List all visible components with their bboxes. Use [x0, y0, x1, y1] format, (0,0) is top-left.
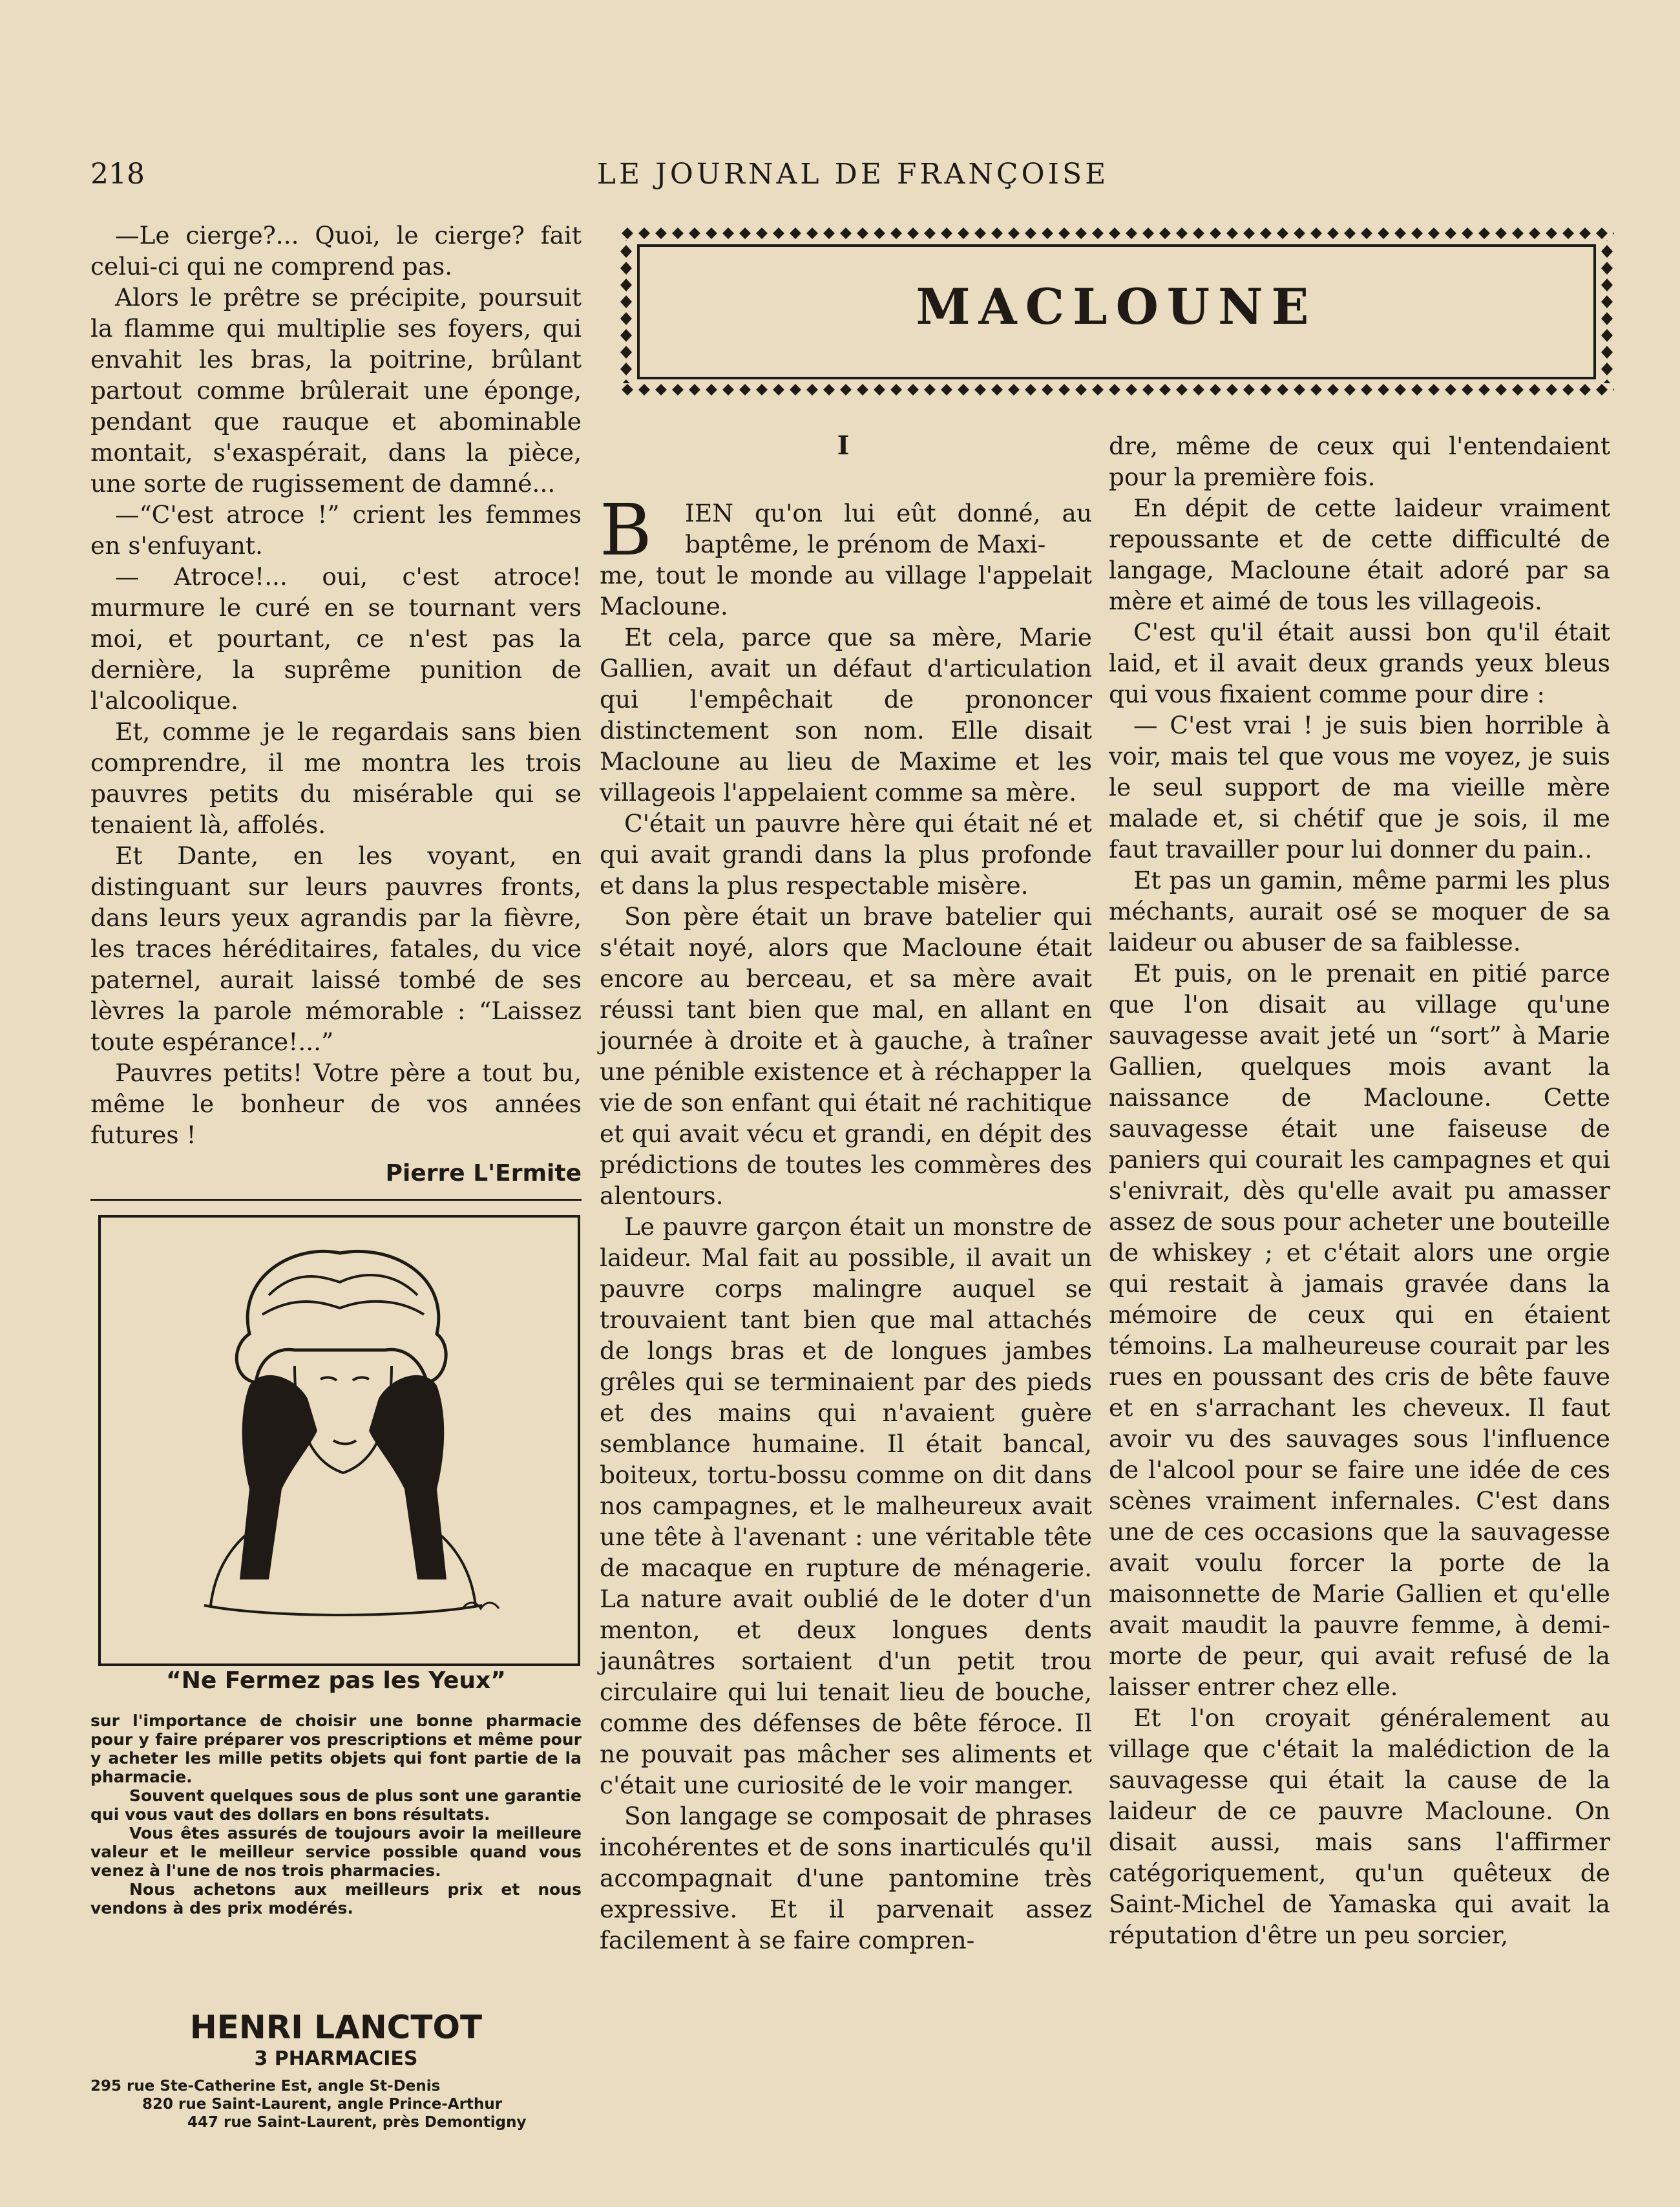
- story-paragraph: Le pauvre garçon était un monstre de laideur. Mal fait au possible, il avait un pauvre corps malingre auquel se trouvaient tant bien que mal attachés de longs bras et de longues jambes grêles qui se terminaient par des pieds et des mains qui n'avaient guère semblance humaine. Il était bancal, boiteux, tortu-bossu comme on dit dans nos campagnes, et le malheureux avait une tête à l'avenant : une véritable tête de macaque en rupture de ménagerie. La nature avait oublié de le doter d'un menton, et deux longues dents jaunâtres sortaient d'un petit trou circulaire qui lui tenait lieu de bouche, comme des défenses de bête féroce. Il ne pouvait pas mâcher ses aliments et c'était une curiosité de le voir manger.: [600, 1212, 1092, 1799]
- left-article-column: [90, 220, 582, 1189]
- story-title: MACLOUNE: [916, 278, 1318, 335]
- story-paragraph: Et l'on croyait généralement au village que c'était la malédiction de la sauvagesse qui était la cause de la laideur de ce pauvre Macloune. On disait aussi, mais sans l'affirmer catégoriquement, qu'un quêteux de Saint-Michel de Yamaska qui avait la réputation d'être un peu sorcier,: [1109, 1704, 1610, 1949]
- page-number: 218: [90, 158, 145, 191]
- right-story-column: [1109, 430, 1610, 1950]
- ad-subtitle: 3 PHARMACIES: [254, 2047, 418, 2070]
- journal-title: LE JOURNAL DE FRANÇOISE: [596, 158, 1109, 191]
- story-paragraph: Et puis, on le prenait en pitié parce que l'on disait au village qu'une sauvagesse avait jeté un “sort” à Marie Gallien, quelques mois avant la naissance de Macloune. Cette sauvagesse était une faiseuse de paniers qui courait les campagnes et qui s'enivrait, dès qu'elle avait pu amasser assez de sous pour acheter une bouteille de whiskey ; et c'était alors une orgie qui restait à jamais gravée dans la mémoire de ceux qui en étaient témoins. La malheureuse courait par les rues en poussant des cris de bête fauve et en s'arrachant les cheveux. Il faut avoir vu des sauvages sous l'influence de l'alcool pour se faire une idée de ces scènes vraiment infernales. C'est dans une de ces occasions que la sauvagesse avait voulu forcer la porte de la maisonnette de Marie Gallien et qu'elle avait maudit la pauvre femme, à demi-morte de peur, qui avait refusé de la laisser entrer chez elle.: [1109, 959, 1610, 1701]
- page-header: [90, 158, 1615, 203]
- ad-brand: HENRI LANCTOT: [189, 2009, 483, 2046]
- column-separator-rule: [90, 1199, 582, 1201]
- story-title-box: [619, 226, 1614, 397]
- article-paragraph: Et Dante, en les voyant, en distinguant sur leurs pauvres fronts, dans leurs yeux agrandis par la fièvre, les traces héréditaires, fatales, du vice paternel, aurait laissé tombé de ses lèvres la parole mémorable : “Laissez toute espérance!...”: [90, 841, 582, 1056]
- ad-addresses: [90, 2077, 582, 2131]
- story-paragraph: C'était un pauvre hère qui était né et qui avait grandi dans la plus profonde et dans la plus respectable misère.: [600, 809, 1092, 900]
- article-paragraph: Alors le prêtre se précipite, poursuit la flamme qui multiplie ses foyers, qui envahit les bras, la poitrine, brûlant partout comme brûlerait une éponge, pendant que rauque et abominable montait, s'exaspérait, dans la pièce, une sorte de rugissement de damné...: [90, 283, 582, 498]
- pharmacy-advertisement: [90, 1215, 582, 2107]
- woman-covering-eyes-illustration: [101, 1218, 578, 1663]
- article-paragraph: —Le cierge?... Quoi, le cierge? fait celui-ci qui ne comprend pas.: [90, 221, 582, 280]
- middle-story-column: [600, 560, 1092, 1956]
- ad-paragraph: Nous achetons aux meilleurs prix et nous vendons à des prix modérés.: [90, 1880, 582, 1917]
- ad-paragraph: Souvent quelques sous de plus sont une garantie qui vous vaut des dollars en bons résultats.: [90, 1786, 582, 1824]
- story-paragraph: En dépit de cette laideur vraiment repoussante et de cette difficulté de langage, Macloune était adoré par sa mère et aimé de tous les villageois.: [1109, 494, 1610, 615]
- ad-address: 295 rue Ste-Catherine Est, angle St-Denis: [90, 2078, 441, 2095]
- story-paragraph: Et pas un gamin, même parmi les plus méchants, aurait osé se moquer de sa laideur ou abuser de sa faiblesse.: [1109, 866, 1610, 956]
- article-paragraph: Pauvres petits! Votre père a tout bu, même le bonheur de vos années futures !: [90, 1059, 582, 1149]
- article-paragraph: — Atroce!... oui, c'est atroce! murmure le curé en se tournant vers moi, et pourtant, ce n'est pas la dernière, la suprême punition de l'alcoolique.: [90, 562, 582, 715]
- lead-text: IEN qu'on lui eût donné, au baptême, le prénom de Maxi-: [685, 499, 1092, 558]
- ad-body: [90, 1711, 582, 1917]
- section-number: I: [837, 430, 850, 461]
- story-paragraph: Son langage se composait de phrases incohérentes et de sons inarticulés qu'il accompagnait d'une pantomine très expressive. Et il parvenait assez facilement à se faire compren-: [600, 1802, 1092, 1954]
- story-paragraph: — C'est vrai ! je suis bien horrible à voir, mais tel que vous me voyez, je suis le seul support de ma vieille mère malade et, si chétif que je sois, il me faut travailler pour lui donner du pain..: [1109, 711, 1610, 863]
- ad-address: 820 rue Saint-Laurent, angle Prince-Arthur: [142, 2096, 503, 2113]
- drop-cap: B: [600, 489, 652, 571]
- story-paragraph: dre, même de ceux qui l'entendaient pour la première fois.: [1109, 432, 1610, 491]
- illustration-frame: [98, 1215, 580, 1666]
- ad-paragraph: sur l'importance de choisir une bonne pharmacie pour y faire préparer vos prescriptions et même pour y acheter les mille petits objets qui font partie de la pharmacie.: [90, 1711, 582, 1786]
- article-paragraph: Et, comme je le regardais sans bien comprendre, il me montra les trois pauvres petits du misérable qui se tenaient là, affolés.: [90, 717, 582, 839]
- ad-caption: “Ne Fermez pas les Yeux”: [166, 1667, 506, 1694]
- ad-address: 447 rue Saint-Laurent, près Demontigny: [187, 2114, 527, 2131]
- story-paragraph: Son père était un brave batelier qui s'était noyé, alors que Macloune était encore au berceau, et sa mère avait réussi tant bien que mal, en allant en journée à droite et à gauche, à traîner une pénible existence et à réchapper la vie de son enfant qui était né rachitique et qui avait vécu et grandi, en dépit des prédictions de toutes les commères des alentours.: [600, 902, 1092, 1210]
- ad-paragraph: Vous êtes assurés de toujours avoir la meilleure valeur et le meilleur service possible quand vous venez à l'une de nos trois pharmacies.: [90, 1824, 582, 1880]
- story-paragraph: Et cela, parce que sa mère, Marie Gallien, avait un défaut d'articulation qui l'empêchait de prononcer distinctement son nom. Elle disait Macloune au lieu de Maxime et les villageois l'appelaient comme sa mère.: [600, 623, 1092, 807]
- article-paragraph: —“C'est atroce !” crient les femmes en s'enfuyant.: [90, 500, 582, 560]
- story-paragraph: C'est qu'il était aussi bon qu'il était laid, et il avait deux grands yeux bleus qui vous fixaient comme pour dire :: [1109, 618, 1610, 708]
- lead-continuation: me, tout le monde au village l'appelait Macloune.: [600, 561, 1092, 620]
- author-signature: Pierre L'Ermite: [385, 1160, 582, 1187]
